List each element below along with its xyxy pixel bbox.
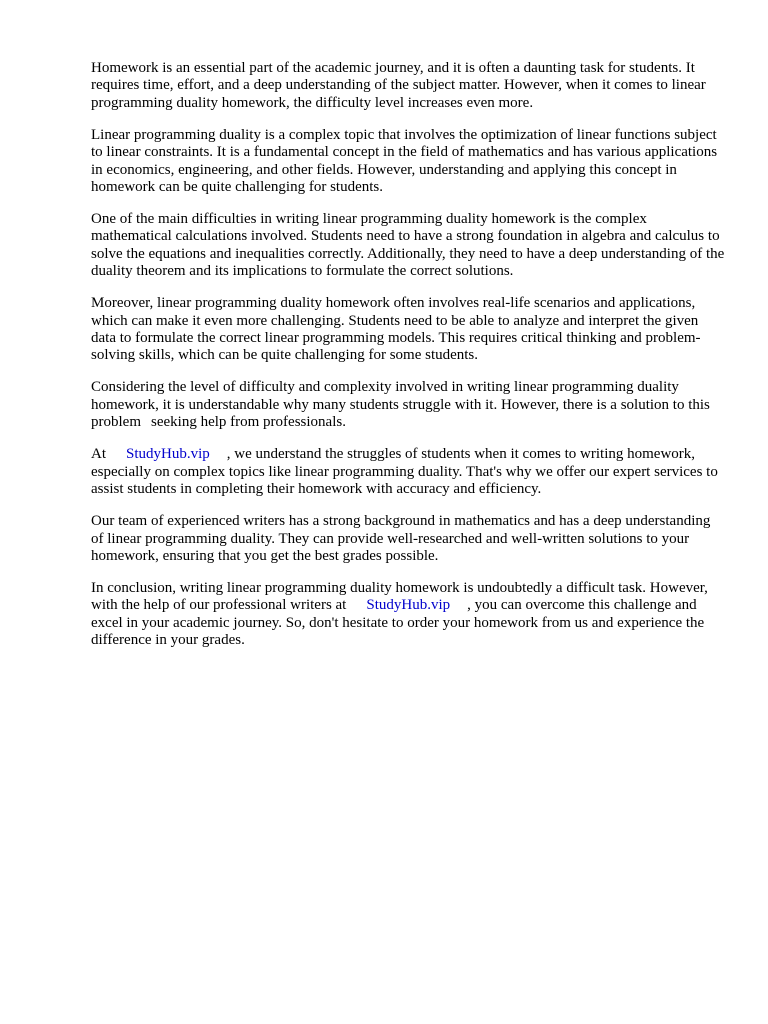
paragraph-studyhub-lead: At: [91, 446, 106, 463]
paragraph-solution-text: Considering the level of difficulty and complexity involved in writing linear programming duality homework, it is understandable why many students struggle with it. However, there is a solution to this problem: [91, 379, 710, 431]
paragraph-conclusion-text: , you can overcome this challenge and excel in your academic journey. So, don't hesitate to order your homework from us and experience the difference in your grades.: [91, 597, 705, 649]
paragraph-conclusion-lead: In conclusion, writing linear programming duality homework is undoubtedly a difficult task. However, with the help of our professional writers at: [91, 579, 708, 614]
paragraph-conclusion: [91, 580, 725, 650]
paragraph-solution-end: seeking help from professionals.: [151, 414, 346, 431]
document-page: [91, 60, 725, 664]
paragraph-duality-definition: Linear programming duality is a complex topic that involves the optimization of linear functions subject to linear constraints. It is a fundamental concept in the field of mathematics and has various applications in economics, engineering, and other fields. However, understanding and applying this concept in homework can be quite challenging for students.: [91, 126, 718, 196]
paragraph-intro: Homework is an essential part of the academic journey, and it is often a daunting task for students. It requires time, effort, and a deep understanding of the subject matter. However, when it comes to linear programming duality homework, the difficulty level increases even more.: [91, 60, 706, 111]
paragraph-team: Our team of experienced writers has a strong background in mathematics and has a deep understanding of linear programming duality. They can provide well-researched and well-written solutions to your homework, ensuring that you get the best grades possible.: [91, 513, 711, 564]
paragraph-difficulties: One of the main difficulties in writing linear programming duality homework is the complex mathematical calculations involved. Students need to have a strong foundation in algebra and calculus to solve the equations and inequalities correctly. Additionally, they need to have a deep understanding of the duality theorem and its implications to formulate the correct solutions.: [91, 211, 725, 280]
paragraph-studyhub: [91, 446, 725, 498]
paragraph-studyhub-text: , we understand the struggles of students when it comes to writing homework, especially on complex topics like linear programming duality. That's why we offer our expert services to assist students in completing their homework with accuracy and efficiency.: [91, 446, 718, 498]
studyhub-link-conclusion[interactable]: StudyHub.vip: [366, 597, 451, 614]
studyhub-link[interactable]: StudyHub.vip: [126, 446, 210, 463]
paragraph-solution: [91, 379, 725, 431]
paragraph-real-life: Moreover, linear programming duality homework often involves real-life scenarios and applications, which can make it even more challenging. Students need to be able to analyze and interpret the given data to formulate the correct linear programming models. This requires critical thinking and problem-solving skills, which can be quite challenging for some students.: [91, 295, 701, 364]
